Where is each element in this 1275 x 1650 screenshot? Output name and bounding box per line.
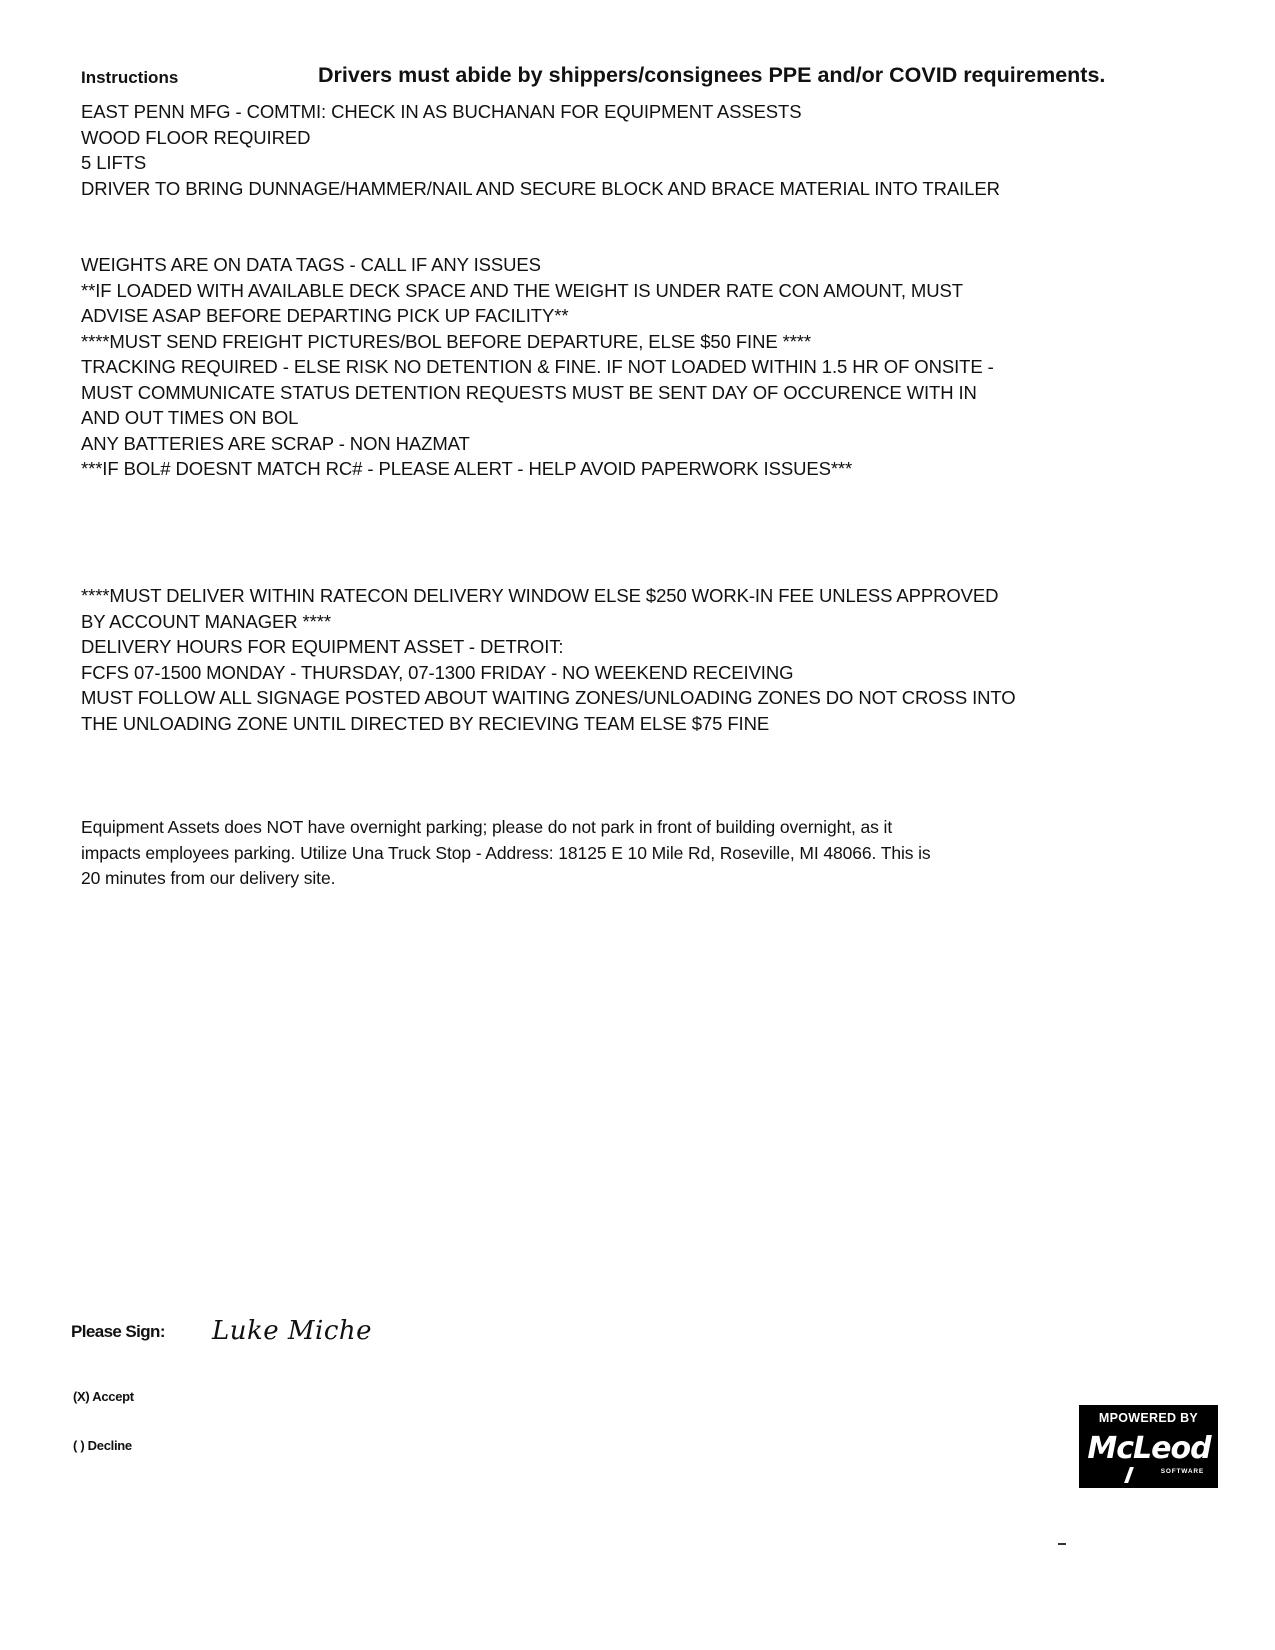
instructions-block-delivery [81,583,1231,736]
instruction-line: Equipment Assets does NOT have overnight parking; please do not park in front of building overnight, as it [81,817,893,837]
mcleod-software-logo [1079,1405,1218,1488]
ppe-covid-banner: Drivers must abide by shippers/consignees PPE and/or COVID requirements. [318,63,1106,87]
instructions-block-pickup [81,99,1231,201]
instruction-line: MUST FOLLOW ALL SIGNAGE POSTED ABOUT WAITING ZONES/UNLOADING ZONES DO NOT CROSS INTO [81,687,1016,708]
instruction-line: MUST COMMUNICATE STATUS DETENTION REQUESTS MUST BE SENT DAY OF OCCURENCE WITH IN [81,381,977,403]
instruction-line: FCFS 07-1500 MONDAY - THURSDAY, 07-1300 FRIDAY - NO WEEKEND RECEIVING [81,661,794,683]
signature-value[interactable]: Luke Miche [212,1316,373,1346]
instruction-line: impacts employees parking. Utilize Una Truck Stop - Address: 18125 E 10 Mile Rd, Roseville, MI 48066. This is [81,842,931,863]
instruction-line: WOOD FLOOR REQUIRED [81,126,311,148]
logo-top-text: MPOWERED BY [1098,1411,1199,1425]
instructions-block-loading [81,252,1231,482]
logo-slash-mark [1124,1467,1134,1483]
instruction-line: WEIGHTS ARE ON DATA TAGS - CALL IF ANY ISSUES [81,254,541,275]
instruction-line: ANY BATTERIES ARE SCRAP - NON HAZMAT [81,432,470,454]
instruction-line: ADVISE ASAP BEFORE DEPARTING PICK UP FACILITY** [81,305,569,326]
instruction-line: ****MUST DELIVER WITHIN RATECON DELIVERY WINDOW ELSE $250 WORK-IN FEE UNLESS APPROVED [81,585,999,606]
instruction-line: DELIVERY HOURS FOR EQUIPMENT ASSET - DETROIT: [81,636,564,657]
instruction-line: AND OUT TIMES ON BOL [81,407,299,428]
instruction-line: EAST PENN MFG - COMTMI: CHECK IN AS BUCHANAN FOR EQUIPMENT ASSESTS [81,101,802,122]
instruction-line: 20 minutes from our delivery site. [81,868,336,888]
logo-sub-text: SOFTWARE [1160,1468,1204,1475]
instruction-line: 5 LIFTS [81,152,147,173]
instruction-line: ***IF BOL# DOESNT MATCH RC# - PLEASE ALERT - HELP AVOID PAPERWORK ISSUES*** [81,458,853,479]
instruction-line: ****MUST SEND FREIGHT PICTURES/BOL BEFORE DEPARTURE, ELSE $50 FINE **** [81,330,812,352]
decline-option[interactable]: ( ) Decline [73,1438,132,1453]
instructions-heading: Instructions [81,68,179,87]
instruction-line: **IF LOADED WITH AVAILABLE DECK SPACE AND THE WEIGHT IS UNDER RATE CON AMOUNT, MUST [81,279,963,301]
instruction-line: THE UNLOADING ZONE UNTIL DIRECTED BY RECIEVING TEAM ELSE $75 FINE [81,712,770,734]
instruction-line: BY ACCOUNT MANAGER **** [81,610,331,632]
please-sign-label: Please Sign: [71,1322,165,1341]
accept-option[interactable]: (X) Accept [73,1389,134,1404]
instruction-line: TRACKING REQUIRED - ELSE RISK NO DETENTION & FINE. IF NOT LOADED WITHIN 1.5 HR OF ONSITE - [81,356,994,377]
instructions-block-parking [81,815,1231,892]
footer-dash-mark [1058,1543,1066,1545]
logo-brand-text: McLeod [1087,1431,1211,1466]
instruction-line: DRIVER TO BRING DUNNAGE/HAMMER/NAIL AND SECURE BLOCK AND BRACE MATERIAL INTO TRAILER [81,177,1000,199]
